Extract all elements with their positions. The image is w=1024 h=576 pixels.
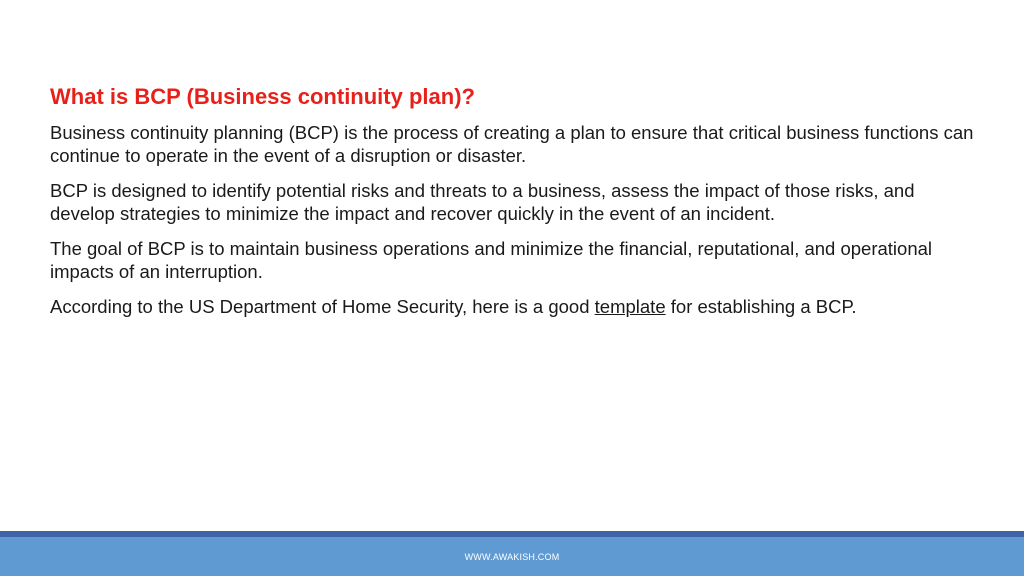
slide-title: What is BCP (Business continuity plan)? [50, 84, 475, 109]
template-text-before: According to the US Department of Home Security, here is a good [50, 296, 595, 317]
footer-website: WWW.AWAKISH.COM [464, 551, 560, 562]
paragraph-purpose: BCP is designed to identify potential risks and threats to a business, assess the impact of those risks, and develop strategies to minimize the impact and recover quickly in the event of an incident. [50, 180, 915, 224]
paragraph-goal: The goal of BCP is to maintain business operations and minimize the financial, reputational, and operational impacts of an interruption. [50, 238, 933, 282]
slide-content [50, 82, 980, 332]
paragraph-template [50, 296, 980, 319]
paragraph-definition: Business continuity planning (BCP) is the process of creating a plan to ensure that critical business functions can continue to operate in the event of a disruption or disaster. [50, 122, 974, 166]
footer-bar [0, 537, 1024, 576]
template-link[interactable]: template [594, 296, 666, 317]
template-text-after: for establishing a BCP. [665, 296, 857, 317]
